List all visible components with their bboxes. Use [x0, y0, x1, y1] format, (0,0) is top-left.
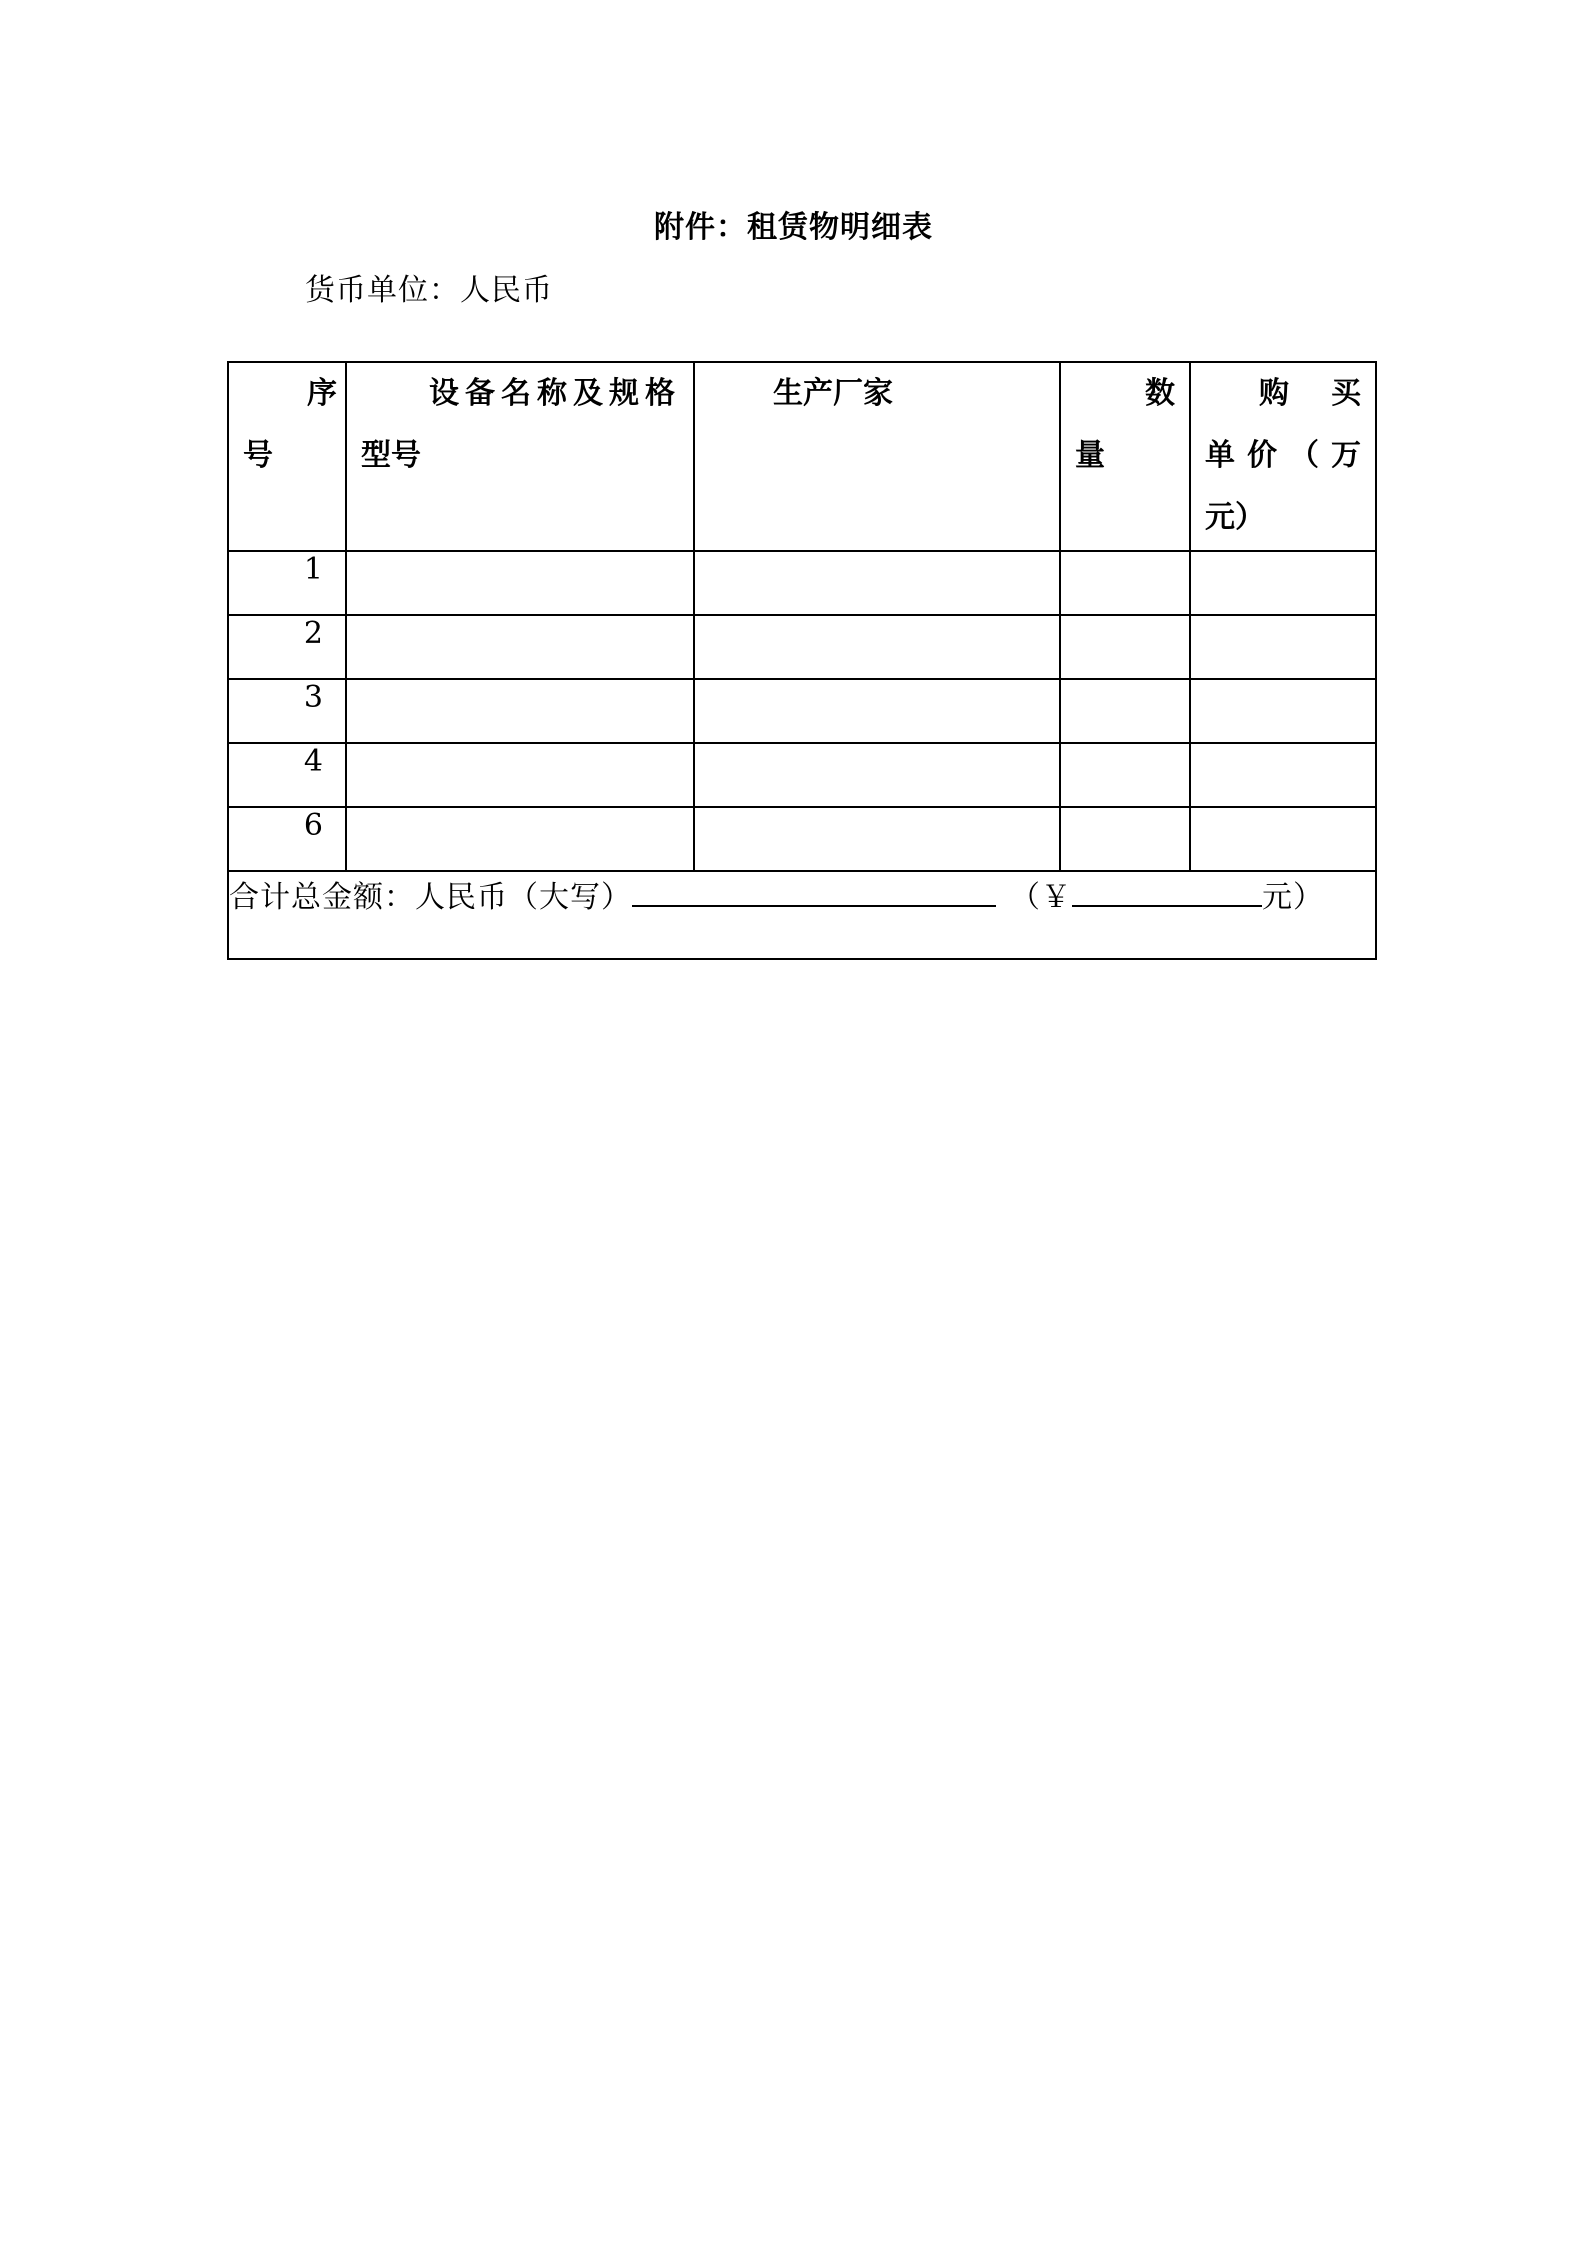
row-quantity-cell — [1060, 615, 1190, 679]
row-seq: 1 — [228, 551, 346, 615]
row-seq: 4 — [228, 743, 346, 807]
row-quantity-cell — [1060, 551, 1190, 615]
header-manufacturer — [694, 362, 1060, 551]
row-quantity-cell — [1060, 679, 1190, 743]
total-amount-yen-label: （￥ — [1010, 880, 1072, 915]
row-equipment-name-cell — [346, 807, 694, 871]
table-header-row — [228, 362, 1376, 551]
header-name-line1: 设备名称及规格 — [429, 376, 679, 411]
lease-items-table — [227, 361, 1377, 960]
row-manufacturer-cell — [694, 551, 1060, 615]
row-unit-price-cell — [1190, 807, 1376, 871]
row-seq: 2 — [228, 615, 346, 679]
header-seq — [228, 362, 346, 551]
header-price-line1: 购 买 — [1259, 376, 1361, 411]
header-price-line3: 元） — [1205, 500, 1265, 535]
table-row — [228, 743, 1376, 807]
row-manufacturer-cell — [694, 807, 1060, 871]
amount-in-words-blank — [632, 877, 996, 907]
total-amount-cell — [228, 871, 1376, 959]
row-equipment-name-cell — [346, 551, 694, 615]
row-equipment-name-cell — [346, 679, 694, 743]
table-row — [228, 807, 1376, 871]
total-amount-row — [228, 871, 1376, 959]
header-seq-line1: 序 — [307, 376, 337, 411]
table-row — [228, 551, 1376, 615]
header-price-line2: 单价（万 — [1205, 438, 1361, 473]
row-seq: 6 — [228, 807, 346, 871]
header-quantity — [1060, 362, 1190, 551]
table-row — [228, 679, 1376, 743]
total-amount-label: 合计总金额：人民币（大写） — [229, 880, 632, 915]
header-unit-price — [1190, 362, 1376, 551]
currency-unit: 货币单位：人民币 — [305, 273, 553, 308]
row-unit-price-cell — [1190, 615, 1376, 679]
header-seq-line2: 号 — [243, 438, 273, 473]
header-equipment-name — [346, 362, 694, 551]
row-quantity-cell — [1060, 807, 1190, 871]
header-qty-line1: 数 — [1145, 376, 1175, 411]
table-row — [228, 615, 1376, 679]
row-manufacturer-cell — [694, 679, 1060, 743]
row-unit-price-cell — [1190, 551, 1376, 615]
total-amount-end-label: 元） — [1262, 880, 1324, 915]
row-quantity-cell — [1060, 743, 1190, 807]
row-equipment-name-cell — [346, 615, 694, 679]
row-manufacturer-cell — [694, 615, 1060, 679]
header-name-line2: 型号 — [361, 438, 421, 473]
document-title: 附件：租赁物明细表 — [654, 210, 933, 245]
row-unit-price-cell — [1190, 743, 1376, 807]
amount-in-figures-blank — [1072, 877, 1262, 907]
row-equipment-name-cell — [346, 743, 694, 807]
row-manufacturer-cell — [694, 743, 1060, 807]
header-manufacturer-label: 生产厂家 — [773, 376, 893, 411]
row-unit-price-cell — [1190, 679, 1376, 743]
row-seq: 3 — [228, 679, 346, 743]
header-qty-line2: 量 — [1075, 438, 1105, 473]
